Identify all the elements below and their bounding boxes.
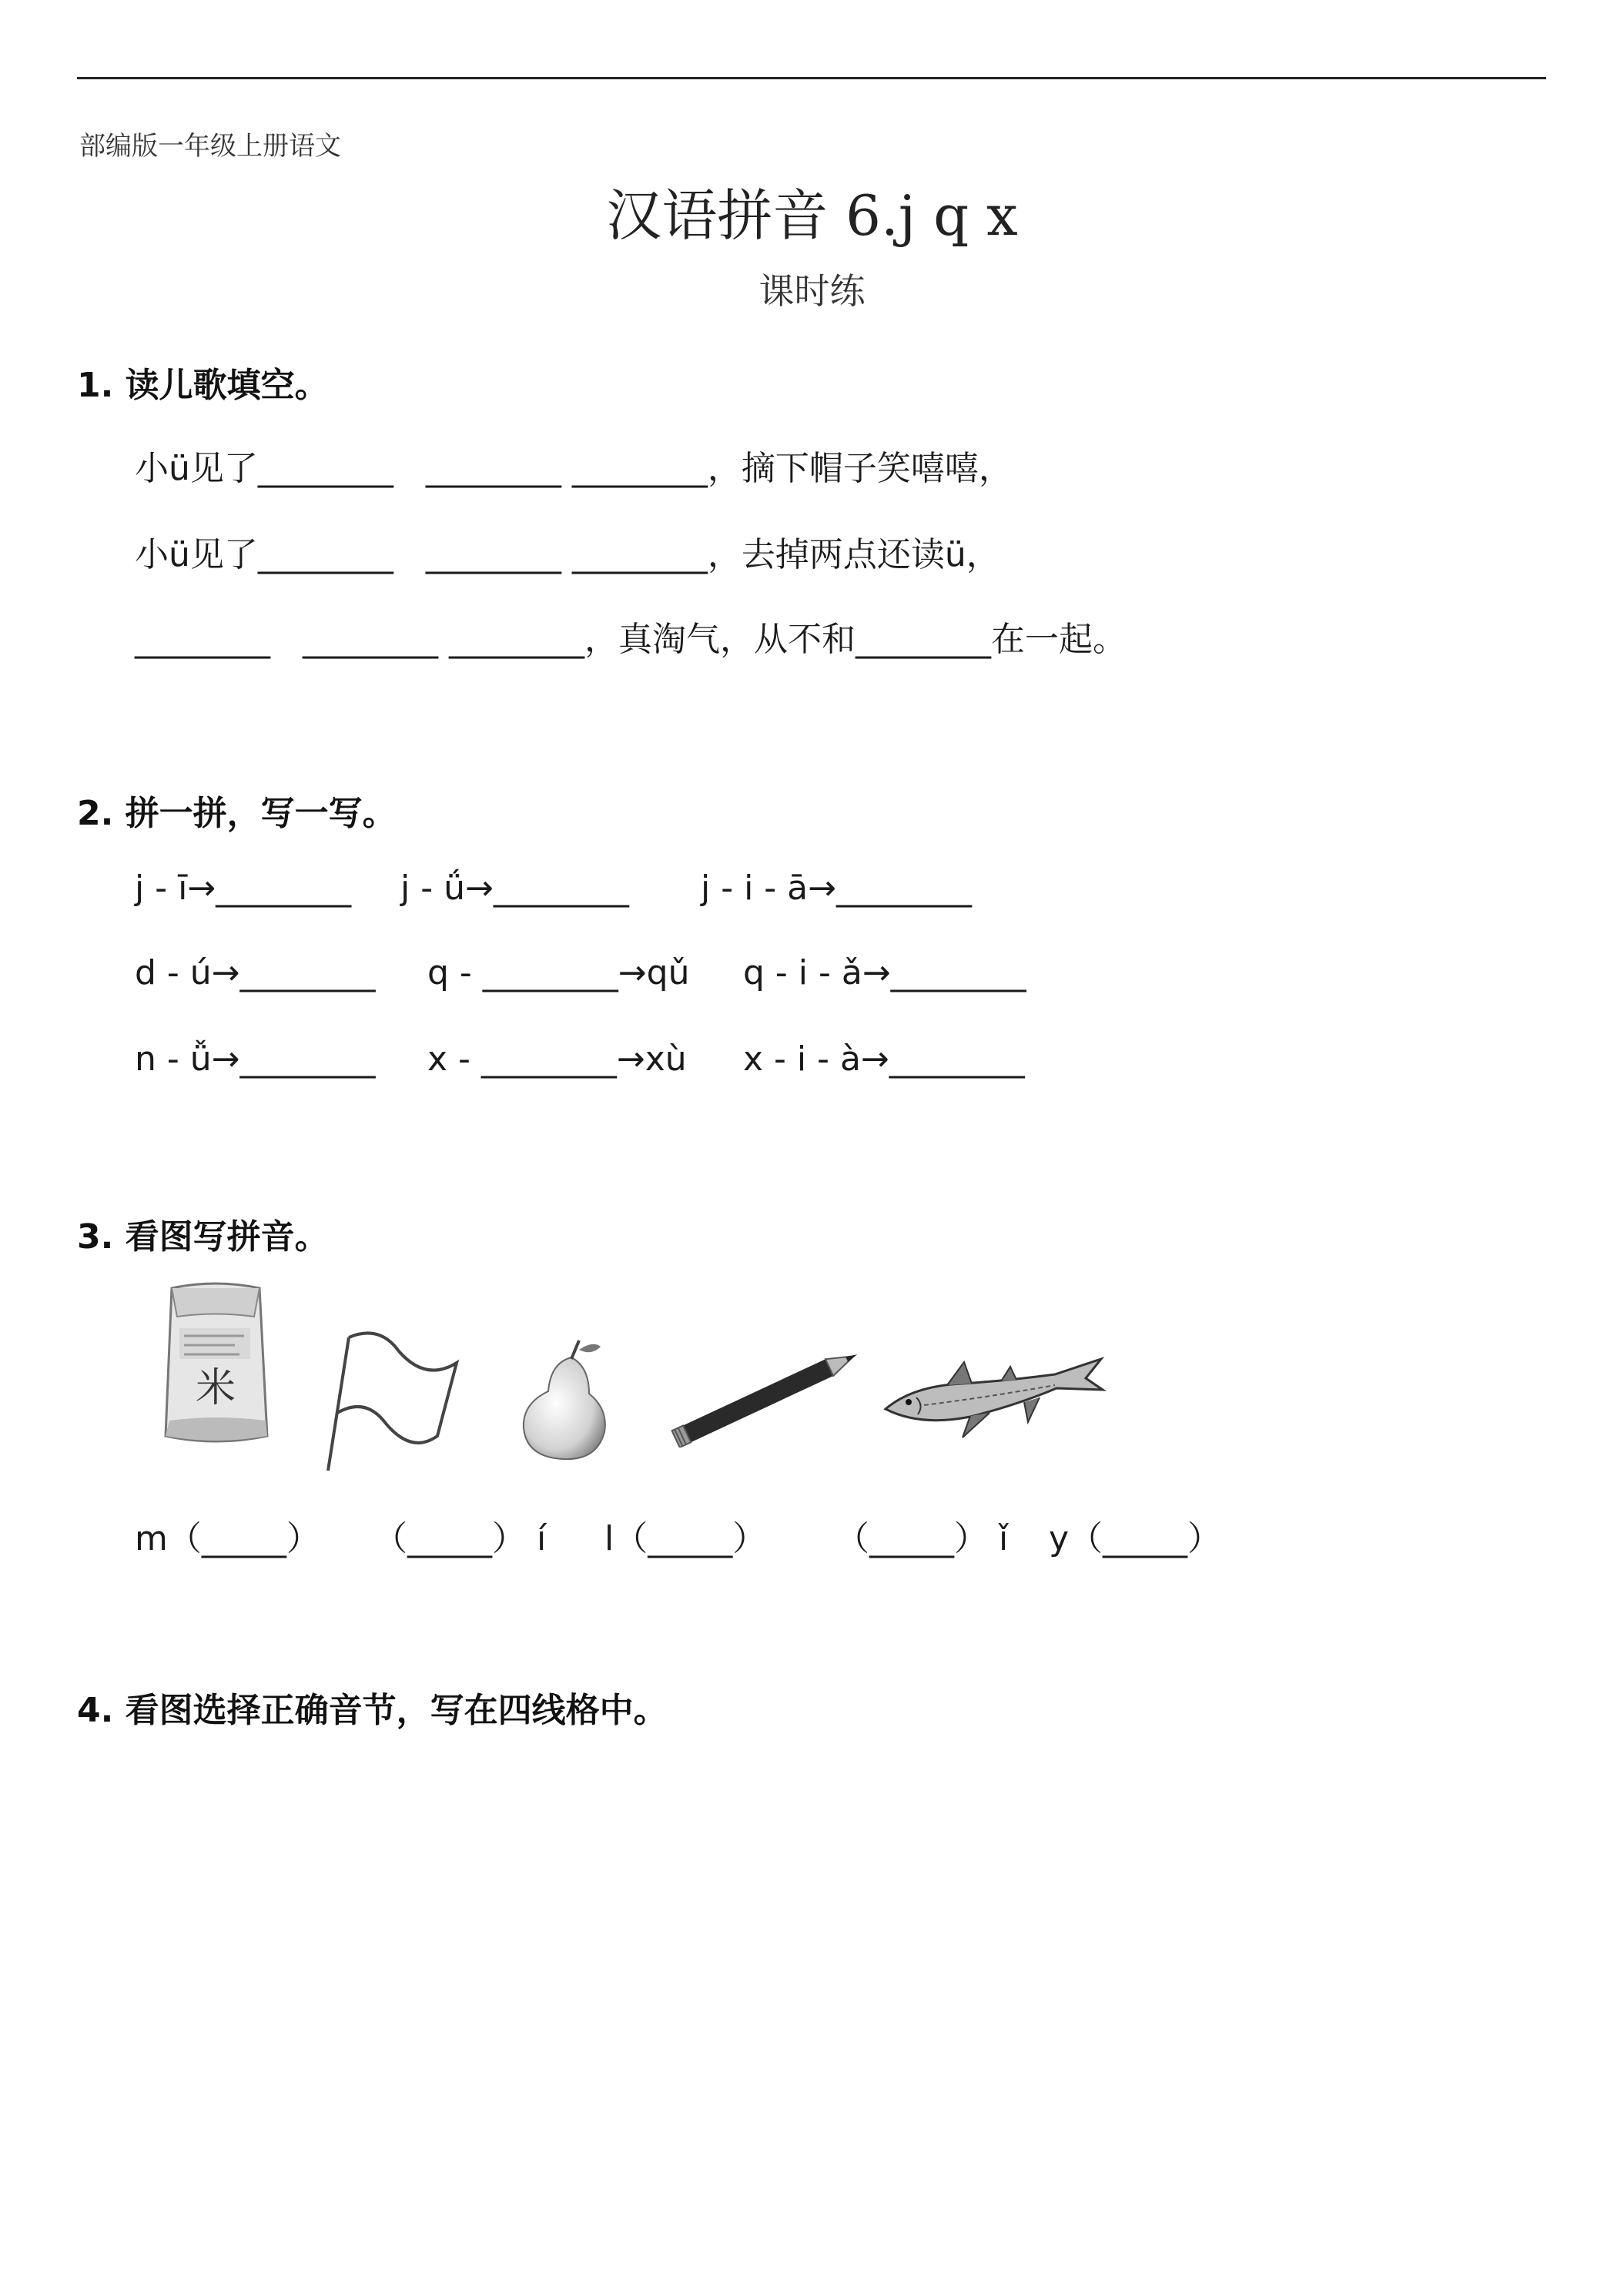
flag-picture <box>322 1320 468 1474</box>
q3-answer-rice: m（_____） <box>135 1519 320 1558</box>
svg-text:米: 米 <box>195 1365 236 1411</box>
q2-item: j - ǘ→________ <box>400 869 629 908</box>
q2-item: q - i - ǎ→________ <box>743 953 1026 992</box>
q2-item: d - ú→________ <box>135 953 376 992</box>
page-subtitle: 课时练 <box>758 270 866 312</box>
q1-heading: 1. 读儿歌填空。 <box>77 366 329 405</box>
q1-line-2: 小ü见了________ ________ ________，去掉两点还读ü， <box>135 535 1000 574</box>
q2-item: n - ǚ→________ <box>135 1039 376 1079</box>
rice-bag-picture <box>158 1282 273 1448</box>
q1-line-1: 小ü见了________ ________ ________，摘下帽子笑嘻嘻， <box>135 449 1013 488</box>
page-title: 汉语拼音 6.j q x <box>606 183 1018 248</box>
q2-item: x - i - à→________ <box>743 1039 1025 1079</box>
pencil-picture <box>666 1344 874 1448</box>
q2-item: j - ī→________ <box>135 869 352 908</box>
q3-answer-pencil: （_____） ǐ <box>835 1519 1009 1558</box>
source-label: 部编版一年级上册语文 <box>79 131 341 162</box>
q3-heading: 3. 看图写拼音。 <box>77 1217 329 1257</box>
q4-heading: 4. 看图选择正确音节，写在四线格中。 <box>77 1691 668 1730</box>
q1-line-3: ________ ________ ________，真淘气，从不和________在一起。 <box>135 620 1127 659</box>
top-rule <box>77 77 1546 79</box>
pear-picture <box>516 1336 616 1463</box>
q2-item: j - i - ā→________ <box>701 869 972 908</box>
q2-item: x - ________→xù <box>427 1039 687 1079</box>
q3-answer-flag: （_____） í <box>373 1519 547 1558</box>
fish-picture <box>878 1351 1109 1444</box>
q2-heading: 2. 拼一拼，写一写。 <box>77 794 397 833</box>
q3-answer-pear: l（_____） <box>604 1519 767 1558</box>
q3-answer-fish: y（_____） <box>1049 1519 1222 1558</box>
q2-item: q - ________→qǔ <box>427 953 690 992</box>
